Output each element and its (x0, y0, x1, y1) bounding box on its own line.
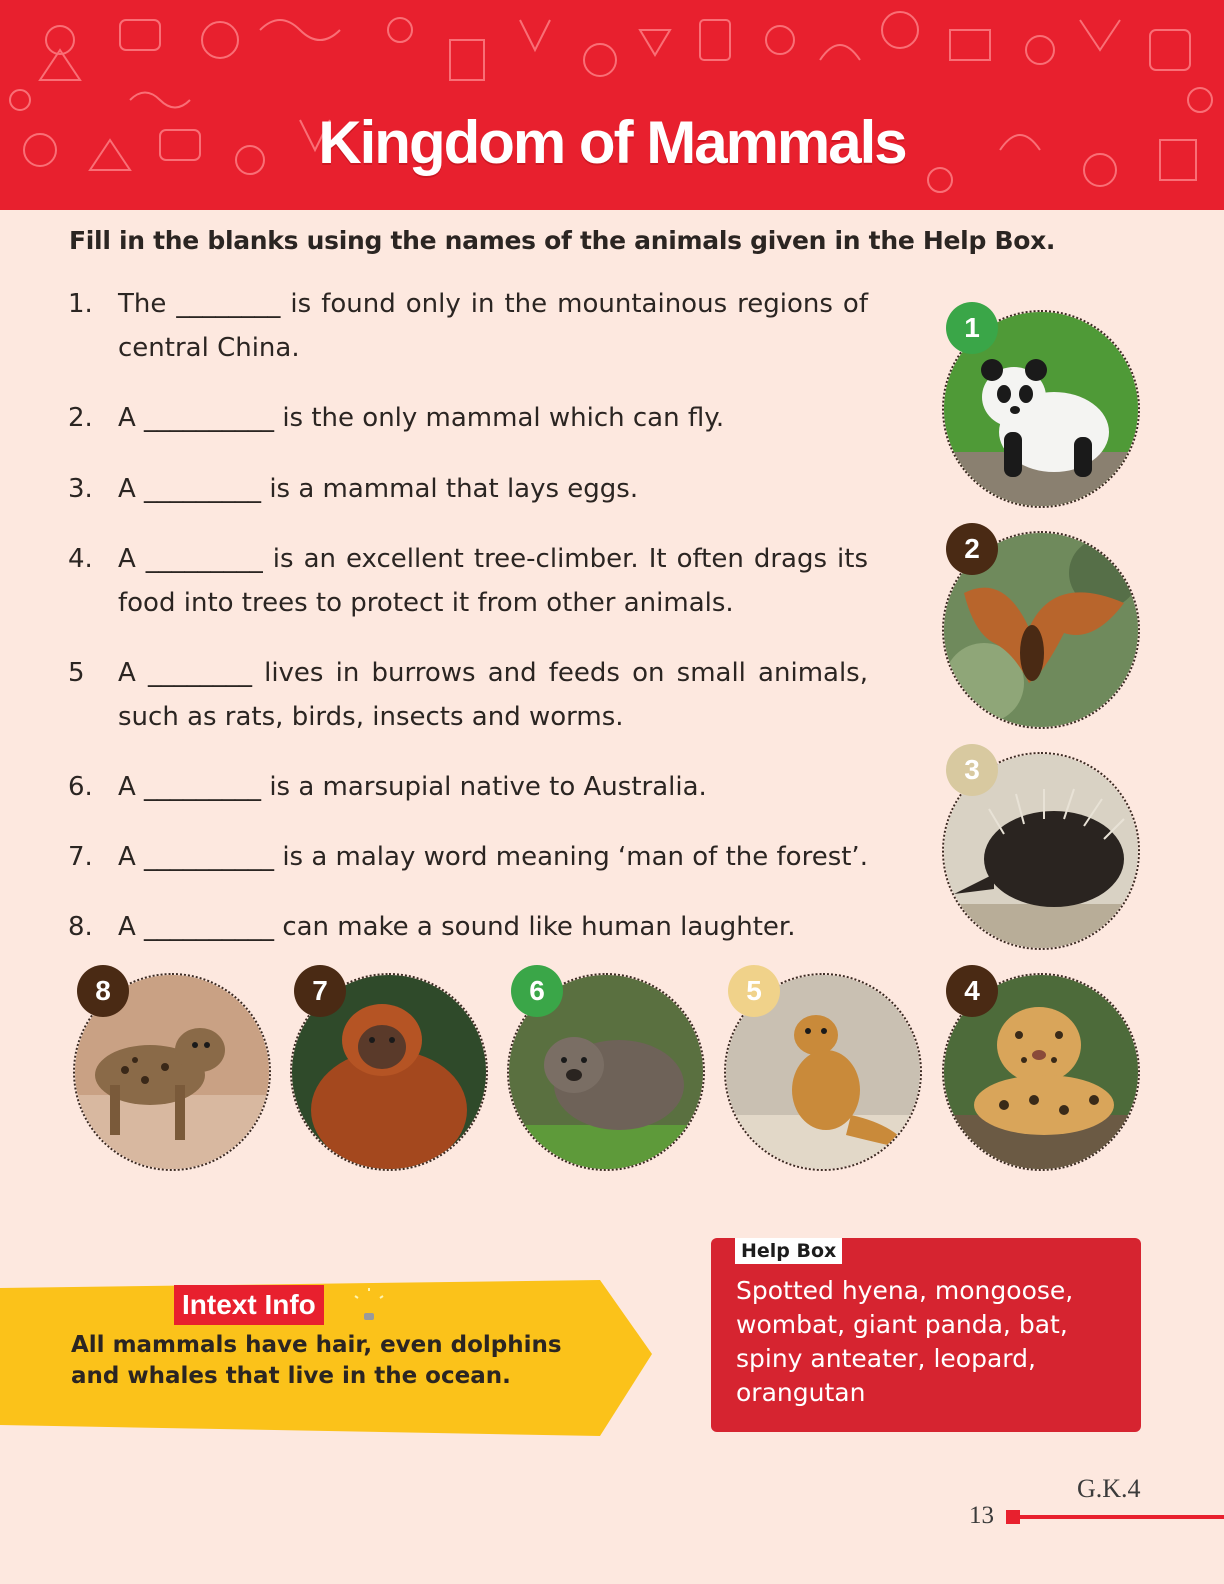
page-title: Kingdom of Mammals (318, 109, 906, 176)
animal-badge: 8 (77, 965, 129, 1017)
animal-badge: 2 (946, 523, 998, 575)
intext-info-title: Intext Info (174, 1285, 324, 1325)
help-box-text: Spotted hyena, mongoose, wombat, giant panda, bat, spiny anteater, leopard, orangutan (736, 1276, 1074, 1407)
animal-photo-8 (73, 973, 271, 1171)
animal-photo-4 (942, 973, 1140, 1171)
lightbulb-icon (352, 1288, 386, 1324)
question-text: A _________ is an excellent tree-climber. It often drags its food into trees to protect it from other animals. (118, 544, 868, 618)
question-number: 4. (68, 544, 93, 574)
question-text: A _________ is a mammal that lays eggs. (118, 474, 639, 504)
question-text: A __________ is a malay word meaning ‘man of the forest’. (118, 842, 868, 872)
question-number: 1. (68, 289, 93, 319)
question-number: 6. (68, 772, 93, 802)
doodle-pattern-icon (0, 0, 1224, 210)
question-text: A _________ is a marsupial native to Australia. (118, 772, 707, 802)
question-number: 7. (68, 842, 93, 872)
animal-badge: 5 (728, 965, 780, 1017)
animal-badge: 4 (946, 965, 998, 1017)
help-box-label: Help Box (735, 1238, 842, 1264)
animal-badge: 6 (511, 965, 563, 1017)
animal-badge: 7 (294, 965, 346, 1017)
question-text: A __________ is the only mammal which can fly. (118, 403, 725, 433)
page-number: 13 (969, 1502, 994, 1529)
question-text: A ________ lives in burrows and feeds on small animals, such as rats, birds, insects and worms. (118, 658, 868, 732)
question-number: 3. (68, 474, 93, 504)
question-text: A __________ can make a sound like human laughter. (118, 912, 796, 942)
instruction-text: Fill in the blanks using the names of the animals given in the Help Box. (69, 226, 1056, 255)
question-text: The ________ is found only in the mountainous regions of central China. (118, 289, 868, 363)
animal-photo-1 (942, 310, 1140, 508)
animal-photo-6 (507, 973, 705, 1171)
question-number: 2. (68, 403, 93, 433)
header-banner (0, 0, 1224, 210)
book-title: G.K.4 (1077, 1474, 1141, 1503)
animal-photo-2 (942, 531, 1140, 729)
question-number: 8. (68, 912, 93, 942)
animal-badge: 1 (946, 302, 998, 354)
animal-badge: 3 (946, 744, 998, 796)
question-number: 5 (68, 658, 85, 688)
animal-photo-3 (942, 752, 1140, 950)
animal-photo-5 (724, 973, 922, 1171)
footer-rule (1018, 1515, 1224, 1519)
intext-info-text: All mammals have hair, even dolphins and whales that live in the ocean. (71, 1332, 562, 1389)
animal-photo-7 (290, 973, 488, 1171)
